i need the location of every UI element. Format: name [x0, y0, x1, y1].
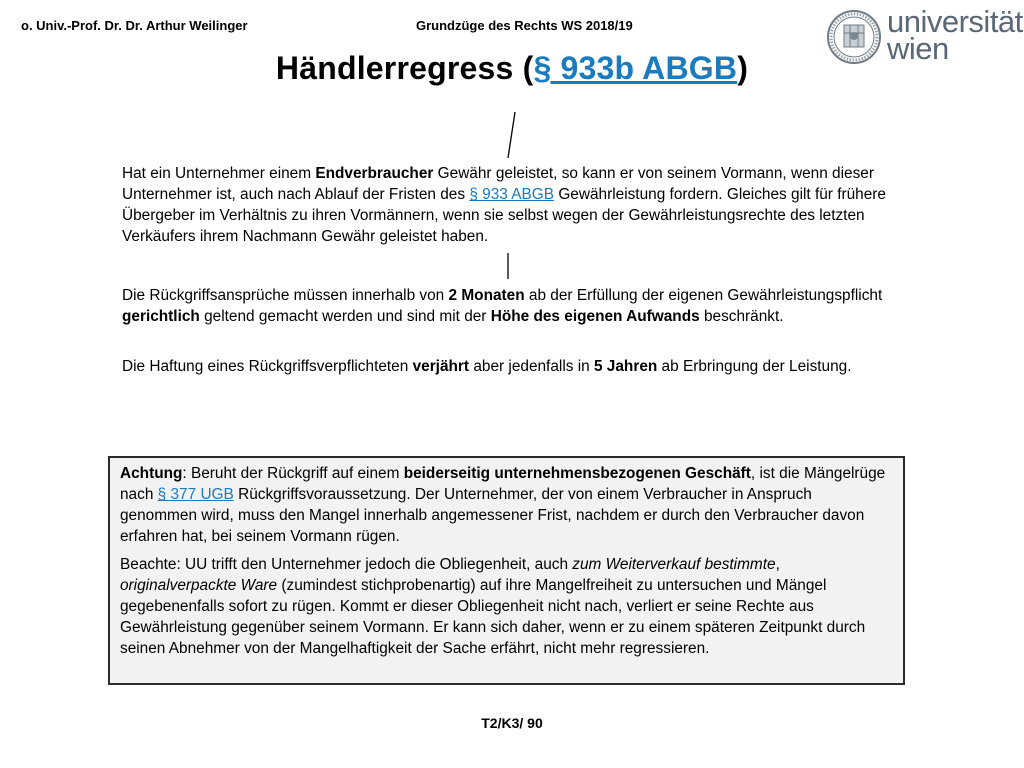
- connector-line-middle: [505, 252, 511, 280]
- page-title: Händlerregress (§ 933b ABGB): [275, 50, 749, 86]
- law-link-933-abgb[interactable]: § 933 ABGB: [469, 186, 555, 203]
- text-block-deadline: Die Rückgriffsansprüche müssen innerhalb von 2 Monaten ab der Erfüllung der eigenen Gewährleistungspflicht gerichtlich geltend gemacht werden und sind mit der Höhe des eigenen Aufwands beschränkt.: [122, 287, 883, 325]
- note-paragraph-attention: Achtung: Beruht der Rückgriff auf einem beiderseitig unternehmensbezogenen Geschäft, ist die Mängelrüge nach § 377 UGB Rückgriffsvoraussetzung. Der Unternehmer, der von einem Verbraucher in Anspruch genommen wird, muss den Mangel innerhalb angemessener Frist, nachdem er durch den Verbraucher davon erfahren hat, bei seinem Vormann rügen.: [120, 465, 886, 545]
- header-author: o. Univ.-Prof. Dr. Dr. Arthur Weilinger: [21, 18, 248, 33]
- attention-note-box: [108, 456, 905, 685]
- header-course: Grundzüge des Rechts WS 2018/19: [416, 18, 633, 33]
- title-law-link[interactable]: § 933b ABGB: [533, 50, 738, 86]
- university-name-line2: wien: [887, 31, 949, 66]
- page-number: T2/K3/ 90: [481, 715, 543, 731]
- university-name-line1: universität: [887, 4, 1023, 39]
- law-link-377-ugb[interactable]: § 377 UGB: [157, 486, 234, 503]
- connector-line-top: [505, 110, 517, 160]
- note-paragraph-consider: Beachte: UU trifft den Unternehmer jedoch die Obliegenheit, auch zum Weiterverkauf bestimmte, originalverpackte Ware (zumindest stichprobenartig) auf ihre Mangelfreiheit zu untersuchen und Mängel gegebenenfalls sofort zu rügen. Kommt er dieser Obliegenheit nicht nach, verliert er seine Rechte aus Gewährleistung gegenüber seinem Vormann. Er kann sich daher, wenn er zu einem späteren Zeitpunkt durch seinen Abnehmer von der Mangelhaftigkeit der Sache erfährt, nicht mehr regressieren.: [120, 556, 866, 657]
- text-block-limitation: Die Haftung eines Rückgriffsverpflichteten verjährt aber jedenfalls in 5 Jahren ab Erbringung der Leistung.: [122, 358, 852, 375]
- text-block-recourse: Hat ein Unternehmer einem Endverbraucher Gewähr geleistet, so kann er von seinem Vormann, wenn dieser Unternehmer ist, auch nach Ablauf der Fristen des § 933 ABGB Gewährleistung fordern. Gleiches gilt für frühere Übergeber im Verhältnis zu ihren Vormännern, wenn sie selbst wegen der Gewährleistungsrechte des letzten Verkäufers ihrem Nachmann Gewähr geleistet haben.: [122, 165, 886, 245]
